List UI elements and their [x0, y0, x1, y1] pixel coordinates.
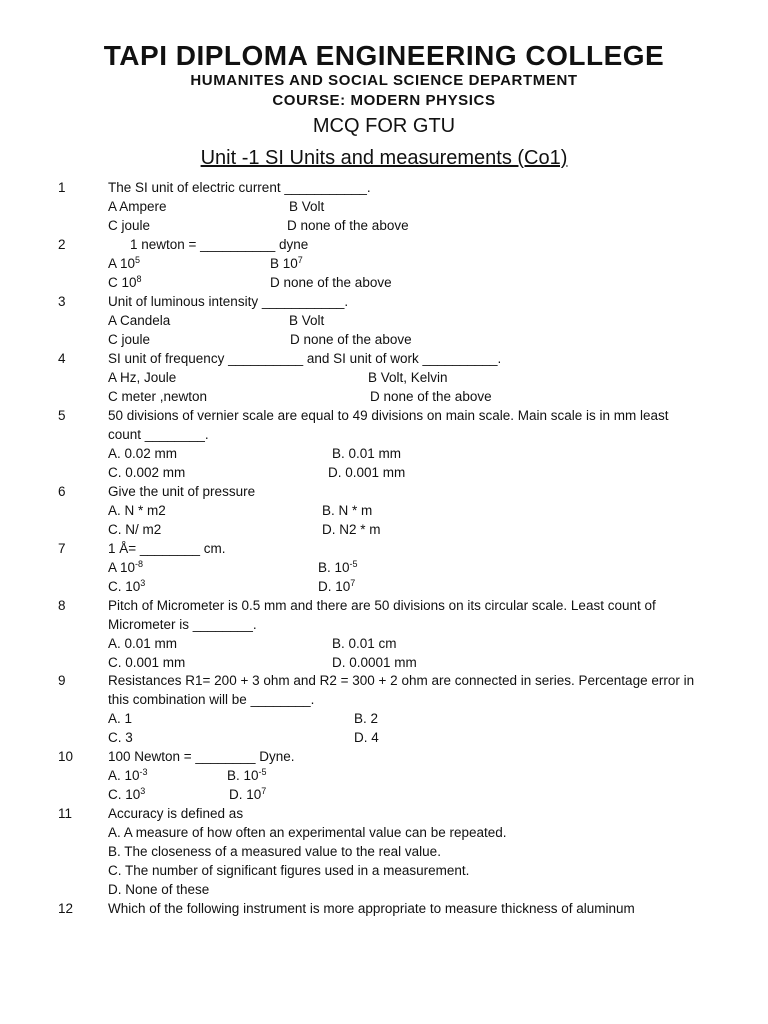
question-number: 12 [58, 901, 74, 916]
question-text-continued: count ________. [108, 427, 209, 442]
option-d: D none of the above [287, 218, 409, 233]
question-text: 1 Å= ________ cm. [108, 541, 226, 556]
option-d: D. 0.0001 mm [332, 655, 417, 670]
option-c: C. 0.001 mm [108, 655, 186, 670]
option-b: B $10^7$ [270, 255, 303, 271]
unit-title: Unit -1 SI Units and measurements (Co1) [200, 147, 568, 169]
option-d: D. $10^7$ [318, 578, 356, 594]
option-a: A. 0.01 mm [108, 636, 178, 651]
question-number: 8 [58, 598, 66, 613]
option-a: A. $10^{-3}$ [108, 767, 148, 783]
question-text-continued: this combination will be ________. [108, 692, 315, 707]
option-d: D none of the above [290, 332, 412, 347]
option-d: D. 0.001 mm [328, 465, 406, 480]
option-b: B Volt, Kelvin [368, 370, 448, 385]
option-b: B. 2 [354, 711, 379, 726]
question-text-continued: Micrometer is ________. [108, 617, 257, 632]
option-c: C. 3 [108, 730, 133, 745]
question-text: Accuracy is defined as [108, 806, 244, 821]
option-b: B. N * m [322, 503, 373, 518]
question-text: The SI unit of electric current ___________. [108, 180, 371, 195]
question-number: 3 [58, 294, 66, 309]
college-title: TAPI DIPLOMA ENGINEERING COLLEGE [103, 40, 665, 71]
option-b: B Volt [289, 313, 325, 328]
question-text: Pitch of Micrometer is 0.5 mm and there are 50 divisions on its circular scale. Least count of [108, 598, 656, 613]
option-a: A Candela [108, 313, 171, 328]
option-d: D. 4 [354, 730, 379, 745]
option-a: A. A measure of how often an experimental value can be repeated. [108, 825, 507, 840]
option-c: C. $10^3$ [108, 786, 146, 802]
question-number: 11 [58, 806, 73, 821]
option-a: A $10^5$ [108, 255, 141, 271]
option-a: A. 1 [108, 711, 133, 726]
question-text: 50 divisions of vernier scale are equal to 49 divisions on main scale. Main scale is in mm least [108, 408, 669, 423]
option-d: D none of the above [370, 389, 492, 404]
option-c: C meter ,newton [108, 389, 208, 404]
question-number: 10 [58, 749, 74, 764]
question-number: 1 [58, 180, 66, 195]
option-b: B. $10^{-5}$ [318, 559, 358, 575]
question-text: SI unit of frequency __________ and SI unit of work __________. [108, 351, 502, 366]
option-c: C. $10^3$ [108, 578, 146, 594]
question-text: Give the unit of pressure [108, 484, 256, 499]
option-b: B. 0.01 mm [332, 446, 402, 461]
option-d: D none of the above [270, 275, 392, 290]
option-c: C joule [108, 332, 151, 347]
question-number: 9 [58, 673, 66, 688]
question-text: Unit of luminous intensity ___________. [108, 294, 349, 309]
option-b: B Volt [289, 199, 325, 214]
question-number: 2 [58, 237, 66, 252]
option-d: D. $10^7$ [229, 786, 267, 802]
department-title: HUMANITES AND SOCIAL SCIENCE DEPARTMENT [190, 72, 578, 89]
option-b: B. 0.01 cm [332, 636, 397, 651]
question-text: 1 newton = __________ dyne [130, 237, 309, 252]
question-text: Which of the following instrument is more appropriate to measure thickness of aluminum [108, 901, 635, 916]
question-number: 6 [58, 484, 66, 499]
option-c: C. 0.002 mm [108, 465, 186, 480]
option-b: B. $10^{-5}$ [227, 767, 267, 783]
question-number: 7 [58, 541, 66, 556]
option-c: C. N/ m2 [108, 522, 162, 537]
option-c: C $10^8$ [108, 274, 142, 290]
option-d: D. None of these [108, 882, 210, 897]
question-text: 100 Newton = ________ Dyne. [108, 749, 295, 764]
option-d: D. N2 * m [322, 522, 381, 537]
option-a: A Hz, Joule [108, 370, 177, 385]
option-a: A $10^{-8}$ [108, 559, 144, 575]
option-c: C joule [108, 218, 151, 233]
option-a: A. 0.02 mm [108, 446, 178, 461]
question-number: 5 [58, 408, 66, 423]
course-title: COURSE: MODERN PHYSICS [272, 92, 496, 109]
option-a: A Ampere [108, 199, 167, 214]
mcq-title: MCQ FOR GTU [312, 115, 456, 137]
option-a: A. N * m2 [108, 503, 166, 518]
option-b: B. The closeness of a measured value to the real value. [108, 844, 441, 859]
question-number: 4 [58, 351, 66, 366]
option-c: C. The number of significant figures used in a measurement. [108, 863, 470, 878]
question-text: Resistances R1= 200 + 3 ohm and R2 = 300 + 2 ohm are connected in series. Percentage error in [108, 673, 695, 688]
